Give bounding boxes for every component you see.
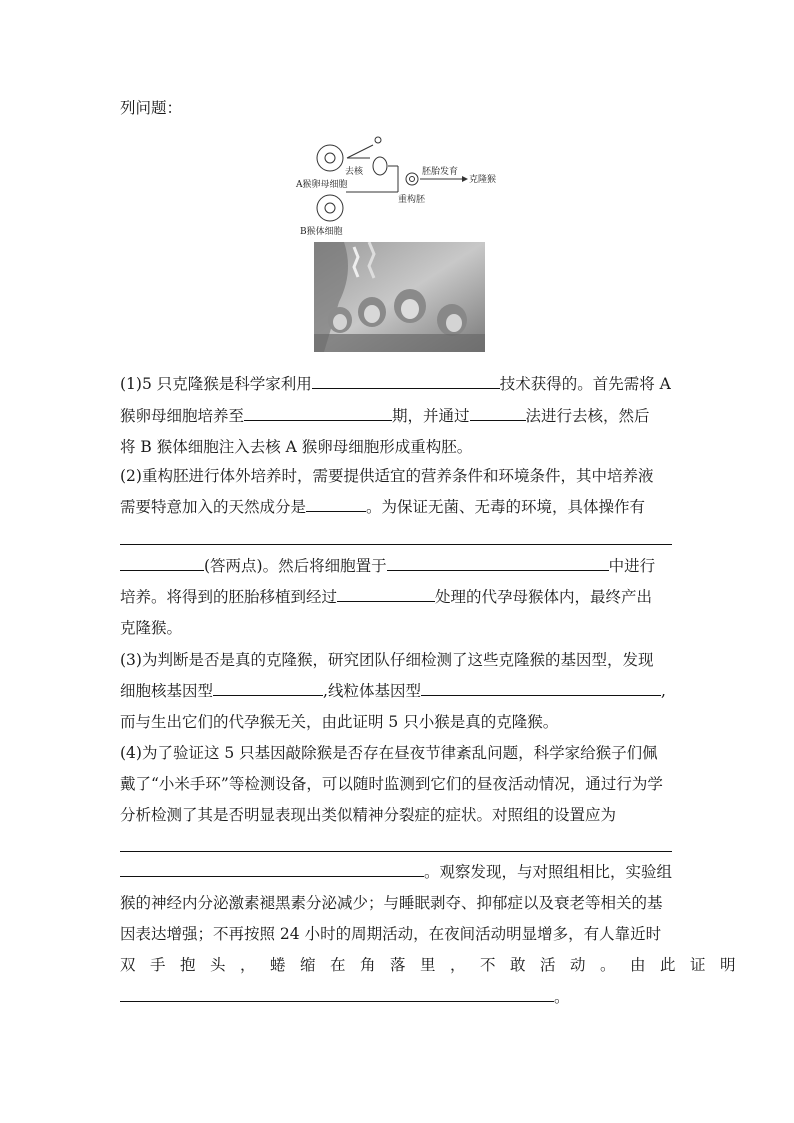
q4-line-3: 分析检测了其是否明显表现出类似精神分裂症的症状。对照组的设置应为 xyxy=(120,806,617,824)
q4-blank-conclusion[interactable] xyxy=(120,987,554,1002)
q2-blank-treatment[interactable] xyxy=(337,587,435,602)
q2-text-4a: (答两点)。然后将细胞置于 xyxy=(204,557,387,575)
q4-line-8: 双手抱头，蜷缩在角落里，不敢活动。由此证明 xyxy=(120,956,751,974)
q4-line-7: 因表达增强；不再按照 24 小时的周期活动，在夜间活动明显增多，有人靠近时 xyxy=(120,925,662,943)
q4-answer-line[interactable] xyxy=(120,851,672,852)
nucleus-removed xyxy=(375,137,381,143)
q2-text-4b: 中进行 xyxy=(608,557,656,575)
q4-line-6: 猴的神经内分泌激素褪黑素分泌减少；与睡眠剥夺、抑郁症以及衰老等相关的基 xyxy=(120,894,663,912)
q2-blank-component[interactable] xyxy=(306,497,366,512)
q1-text-1b: 技术获得的。首先需将 A xyxy=(499,375,671,393)
q1-blank-method[interactable] xyxy=(470,406,526,421)
q4-text-9: 。 xyxy=(554,988,570,1006)
q2-blank-operations[interactable] xyxy=(120,556,204,571)
q2-text-5a: 培养。将得到的胚胎移植到经过 xyxy=(120,588,338,606)
q1-line-1 xyxy=(120,374,671,394)
oocyte-cell xyxy=(317,145,343,171)
q1-text-2a: 猴卵母细胞培养至 xyxy=(120,407,245,425)
q2-line-5 xyxy=(120,587,652,607)
label-reconstruct: 重构胚 xyxy=(398,195,426,205)
q4-line-1: (4)为了验证这 5 只基因敲除猴是否存在昼夜节律紊乱问题，科学家给猴子们佩 xyxy=(120,744,658,762)
q4-line-9 xyxy=(120,987,570,1007)
q4-line-5 xyxy=(120,862,672,882)
q2-line-4 xyxy=(120,556,655,576)
q2-line-2 xyxy=(120,497,645,517)
somatic-cell xyxy=(317,195,343,221)
enucleated-oocyte xyxy=(373,157,387,175)
q2-answer-line[interactable] xyxy=(120,544,672,545)
q3-blank-nuclear[interactable] xyxy=(213,681,323,696)
q1-text-1a: (1)5 只克隆猴是科学家利用 xyxy=(120,375,312,393)
cloning-diagram xyxy=(290,130,510,242)
q2-text-2a: 需要特意加入的天然成分是 xyxy=(120,498,307,516)
q1-blank-technique[interactable] xyxy=(312,374,500,389)
label-clone: 克隆猴 xyxy=(469,175,497,185)
q2-text-2b: 。为保证无菌、无毒的环境，具体操作有 xyxy=(366,498,646,516)
q2-line-1: (2)重构胚进行体外培养时，需要提供适宜的营养条件和环境条件，其中培养液 xyxy=(120,467,654,485)
q3-line-1: (3)为判断是否是真的克隆猴，研究团队仔细检测了这些克隆猴的基因型，发现 xyxy=(120,651,654,669)
q3-line-3: 而与生出它们的代孕猴无关，由此证明 5 只小猴是真的克隆猴。 xyxy=(120,713,559,731)
q4-line-2: 戴了“小米手环”等检测设备，可以随时监测到它们的昼夜活动情况，通过行为学 xyxy=(120,775,663,793)
q3-line-2 xyxy=(120,681,666,701)
cloned-monkeys-photo xyxy=(314,242,485,352)
q3-blank-mito[interactable] xyxy=(421,681,661,696)
q3-text-2a: 细胞核基因型 xyxy=(120,682,214,700)
q2-text-5b: 处理的代孕母猴体内，最终产出 xyxy=(435,588,653,606)
q1-line-2 xyxy=(120,406,650,426)
label-develop: 胚胎发育 xyxy=(422,167,459,177)
reconstructed-embryo xyxy=(406,173,418,185)
label-enucleate: 去核 xyxy=(345,167,364,177)
label-somatic: B猴体细胞 xyxy=(300,227,343,237)
q2-blank-incubator[interactable] xyxy=(387,556,609,571)
q3-text-2b: ,线粒体基因型 xyxy=(323,682,421,700)
q2-line-6: 克隆猴。 xyxy=(120,619,183,637)
enucleate-arrow xyxy=(347,145,373,158)
q1-blank-stage[interactable] xyxy=(244,406,392,421)
intro-text: 列问题： xyxy=(120,99,183,117)
q1-line-3: 将 B 猴体细胞注入去核 A 猴卵母细胞形成重构胚。 xyxy=(120,438,473,456)
q1-text-2c: 法进行去核，然后 xyxy=(525,407,650,425)
q4-blank-control[interactable] xyxy=(120,862,424,877)
label-oocyte: A猴卵母细胞 xyxy=(296,180,348,190)
q1-text-2b: 期，并通过 xyxy=(392,407,470,425)
q4-text-5: 。观察发现，与对照组相比，实验组 xyxy=(424,863,673,881)
q3-text-2c: , xyxy=(660,682,666,700)
